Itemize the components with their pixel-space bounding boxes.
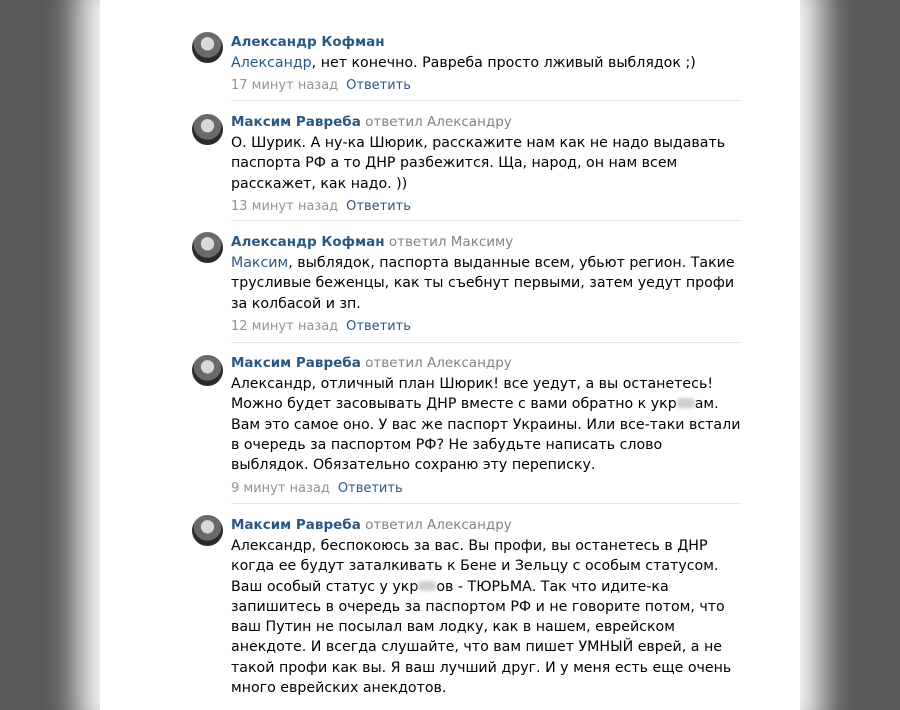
- comment-text-part: ов - ТЮРЬМА. Так что идите-ка запишитесь в очередь за паспортом РФ и не говорите потом, что ваш Путин не посылал вам лодку, как в нашем, еврейском анекдоте. И всегда слушайте, что вам пишет УМНЫЙ еврей, а не такой профи как вы. Я ваш лучший друг. И у меня есть еще очень много еврейских анекдотов.: [231, 578, 732, 697]
- reply-button[interactable]: Ответить: [346, 78, 411, 93]
- comment-time[interactable]: 12 минут назад: [231, 319, 339, 334]
- replied-to[interactable]: ответил Максиму: [388, 234, 514, 250]
- comment-text-part: О. Шурик. А ну-ка Шюрик, расскажите нам как не надо выдавать паспорта РФ а то ДНР разбежится. Ща, народ, он нам всем расскажет, как надо. )): [231, 135, 726, 192]
- replied-to[interactable]: ответил Александру: [365, 355, 512, 371]
- comment-text: [231, 133, 741, 194]
- comment-mention[interactable]: Максим: [231, 255, 289, 271]
- comment-text: [231, 374, 741, 475]
- comment-meta: [231, 198, 411, 216]
- replied-to[interactable]: ответил Александру: [365, 114, 512, 130]
- comment-text: [231, 536, 741, 698]
- comment-meta: [231, 318, 411, 336]
- comment-text-part: Александр, беспокоюсь за вас. Вы профи, вы останетесь в ДНР когда ее будут заталкивать к Бене и Зельцу с особым статусом. Ваш особый статус у укр: [231, 538, 719, 595]
- comment-meta: [231, 480, 403, 498]
- replied-to[interactable]: ответил Александру: [365, 517, 512, 533]
- divider: [231, 100, 742, 101]
- comment-header: [231, 515, 512, 535]
- avatar[interactable]: [192, 32, 223, 63]
- comment-author[interactable]: Александр Кофман: [231, 34, 385, 50]
- avatar[interactable]: [192, 515, 223, 546]
- avatar[interactable]: [192, 355, 223, 386]
- comment-author[interactable]: Александр Кофман: [231, 234, 385, 250]
- blurred-word: [677, 398, 695, 408]
- comment-time[interactable]: 9 минут назад: [231, 481, 330, 496]
- reply-button[interactable]: Ответить: [337, 481, 403, 496]
- comment-text-part: ам. Вам это самое оно. У вас же паспорт Украины. Или все-таки встали в очередь за паспортом РФ? Не забудьте написать слово выблядок. Обязательно сохраню эту переписку.: [231, 396, 741, 474]
- comment-mention[interactable]: Александр: [231, 55, 312, 71]
- comment-header: [231, 353, 512, 373]
- divider: [231, 342, 742, 343]
- comment-author[interactable]: Максим Равреба: [231, 517, 361, 533]
- blurred-word: [418, 581, 436, 591]
- comment-text: [231, 253, 741, 314]
- divider: [231, 220, 742, 221]
- comment-text-part: Александр, отличный план Шюрик! все уедут, а вы останетесь! Можно будет засовывать ДНР вместе с вами обратно к укр: [231, 376, 714, 413]
- comment-author[interactable]: Максим Равреба: [231, 114, 361, 130]
- avatar[interactable]: [192, 114, 223, 145]
- comment-header: [231, 232, 513, 252]
- avatar[interactable]: [192, 232, 223, 263]
- comment-time[interactable]: 17 минут назад: [231, 78, 339, 93]
- comment-meta: [231, 77, 411, 95]
- comment-text: [231, 53, 741, 73]
- reply-button[interactable]: Ответить: [346, 199, 411, 214]
- comment-text-part: , выблядок, паспорта выданные всем, убьют регион. Такие трусливые беженцы, как ты съебнут первыми, затем уедут профи за колбасой и зп.: [231, 255, 735, 312]
- comment-time[interactable]: 13 минут назад: [231, 199, 339, 214]
- comment-header: [231, 32, 385, 52]
- comment-text-part: , нет конечно. Равреба просто лживый выблядок ;): [311, 55, 696, 71]
- divider: [231, 503, 742, 504]
- comment-author[interactable]: Максим Равреба: [231, 355, 361, 371]
- reply-button[interactable]: Ответить: [346, 319, 411, 334]
- comments-panel: [125, 22, 762, 697]
- comment-header: [231, 112, 512, 132]
